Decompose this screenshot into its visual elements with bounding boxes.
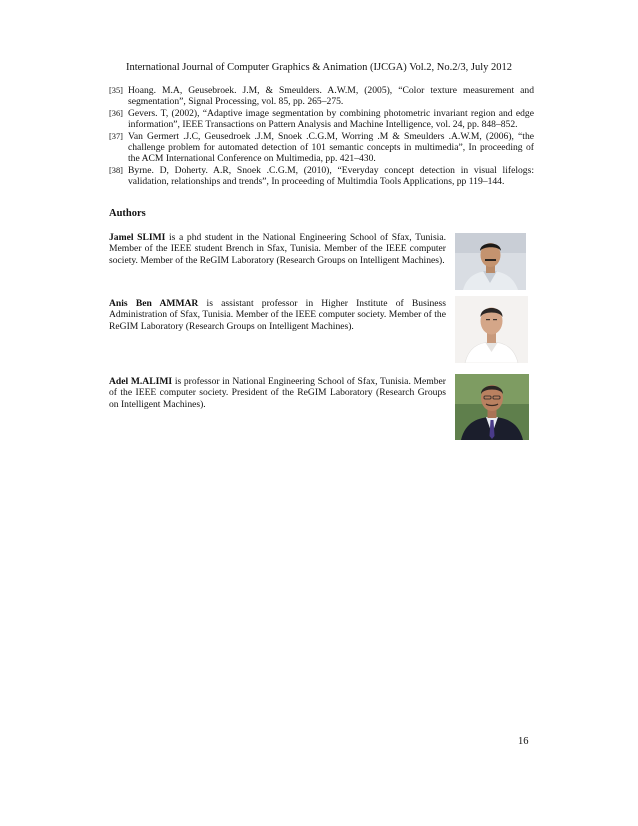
reference-number: [35] [109, 86, 123, 95]
author-description: is professor in National Engineering School of Sfax, Tunisia. Member of the IEEE computer society. President of the ReGIM Laboratory (Research Groups on Intelligent Machines). [109, 376, 446, 410]
reference-number: [38] [109, 165, 123, 175]
reference-item [109, 165, 534, 187]
reference-list [109, 85, 534, 188]
reference-item [109, 108, 534, 130]
reference-text: Byrne. D, Doherty. A.R, Snoek .C.G.M, (2010), “Everyday concept detection in visual lifelogs: validation, relationships and trends”, In proceeding of Multimdia Tools Applications, pp 119–144. [128, 164, 534, 188]
reference-number: [36] [109, 108, 123, 118]
author-description: is assistant professor in Higher Institute of Business Administration of Sfax, Tunisia. Member of the IEEE computer society. Member of the ReGIM Laboratory (Research Groups on Intelligent Machines). [109, 298, 447, 332]
reference-text: Gevers. T, (2002), “Adaptive image segmentation by combining photometric invariant region and edge information”, IEEE Transactions on Pattern Analysis and Machine Intelligence, vol. 24, pp. 848–852. [128, 107, 534, 131]
author-photo-3 [455, 374, 529, 440]
author-description: is a phd student in the National Engineering School of Sfax, Tunisia. Member of the IEEE student Brench in Sfax, Tunisia. Member of the IEEE computer society. Member of the ReGIM Laboratory (Research Groups on Intelligent Machines). [109, 232, 446, 266]
author-photo-1 [455, 233, 526, 290]
portrait-image [455, 296, 528, 363]
page-number: 16 [518, 736, 529, 747]
author-bio-2 [109, 298, 446, 332]
reference-number: [37] [109, 131, 123, 141]
author-name: Anis Ben AMMAR [109, 298, 199, 309]
reference-text: Van Germert .J.C, Geusedroek .J.M, Snoek .C.G.M, Worring .M & Smeulders .A.W.M, (2006), “the challenge problem for automated detection of 101 semantic concepts in multimedia”, In proceeding of the ACM International Conference on Multimedia, pp. 421–430. [128, 130, 534, 165]
reference-text: Hoang. M.A, Geusebroek. J.M, & Smeulders. A.W.M, (2005), “Color texture measurement and segmentation”, Signal Processing, vol. 85, pp. 265–275. [128, 85, 534, 108]
authors-heading: Authors [109, 208, 146, 219]
author-bio-1 [109, 232, 446, 266]
author-bio-3 [109, 376, 446, 410]
author-photo-2 [455, 296, 528, 363]
reference-item [109, 85, 534, 107]
reference-item [109, 131, 534, 165]
portrait-image [455, 233, 526, 290]
running-header: International Journal of Computer Graphics & Animation (IJCGA) Vol.2, No.2/3, July 2012 [125, 62, 513, 73]
portrait-image [455, 374, 529, 440]
author-name: Jamel SLIMI [109, 232, 166, 243]
author-name: Adel M.ALIMI [109, 376, 173, 387]
